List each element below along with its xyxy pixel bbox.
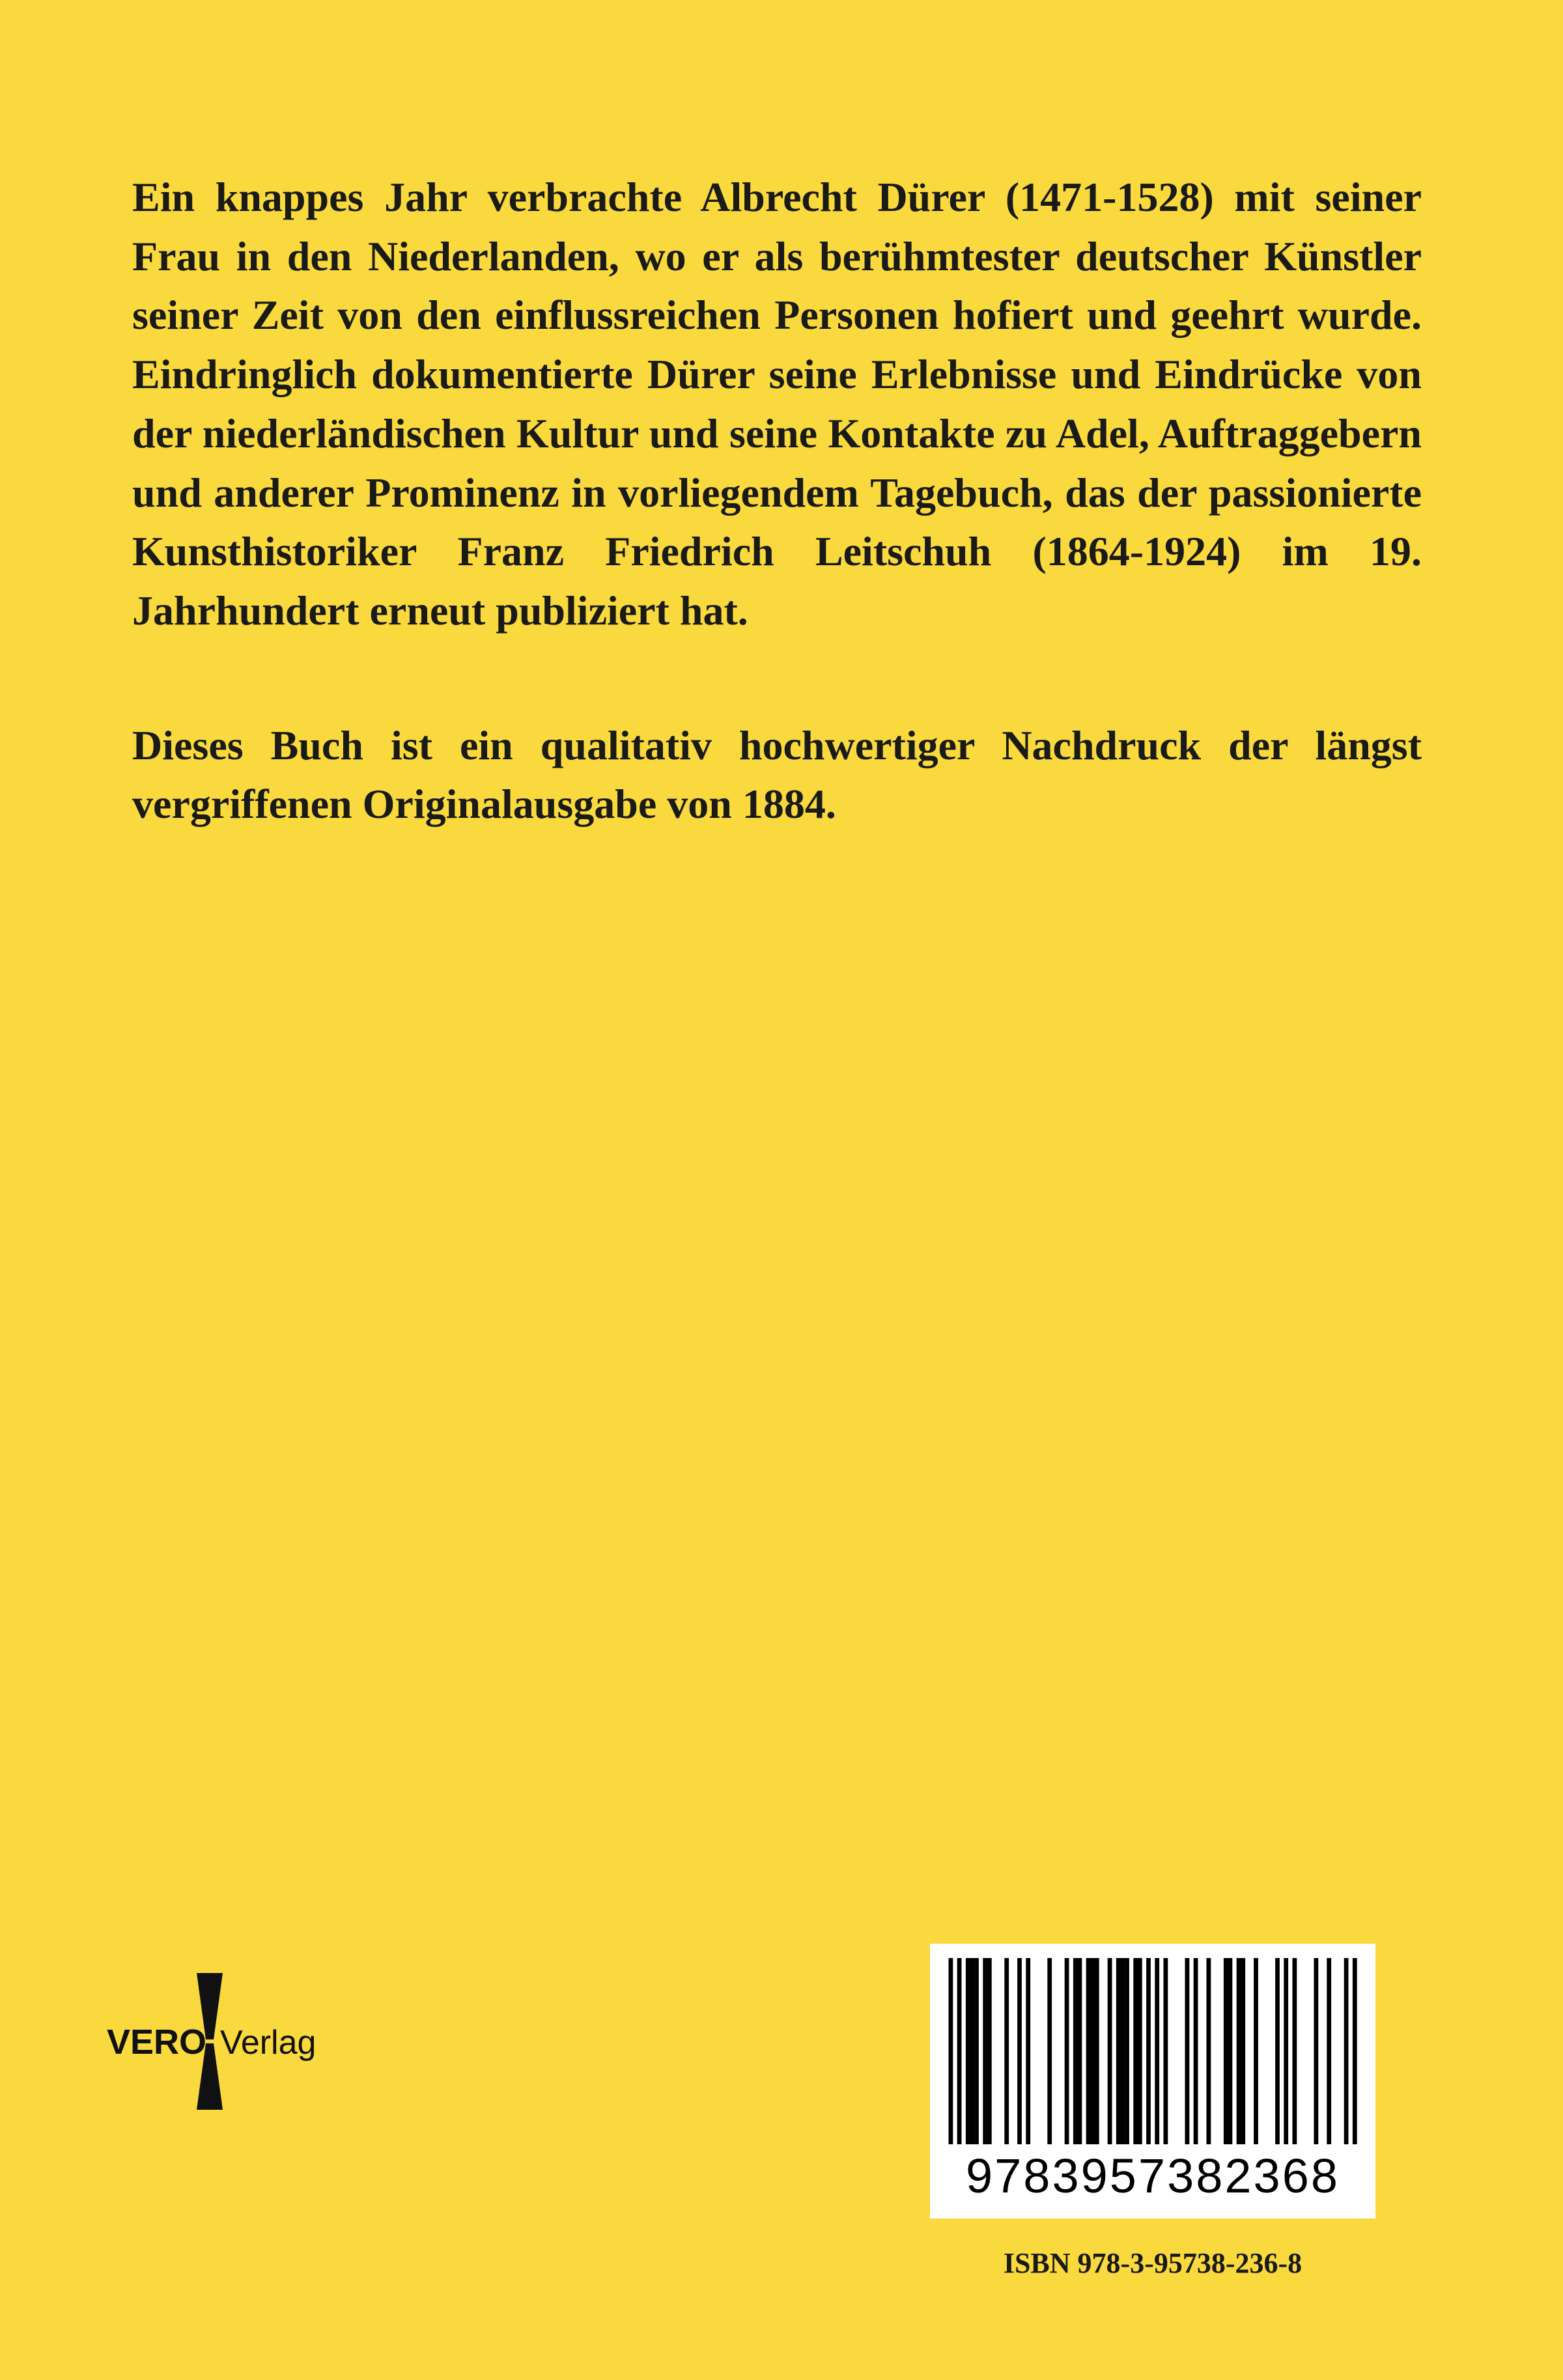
publisher-logo	[106, 1973, 353, 2110]
barcode-bar	[1078, 1958, 1082, 2144]
barcode-bar	[1047, 1958, 1052, 2144]
barcode-bar	[1125, 1958, 1129, 2144]
description-paragraph-2: Dieses Buch ist ein qualitativ hochwertiger Nachdruck der längst vergriffenen Originalausgabe von 1884.	[132, 721, 1422, 828]
barcode-bar	[1086, 1958, 1091, 2144]
description-paragraph-1: Ein knappes Jahr verbrachte Albrecht Dürer (1471-1528) mit seiner Frau in den Niederlanden, wo er als berühmtester deutscher Künstler seiner Zeit von den einflussreichen Personen hofiert und geehrt wurde. Eindringlich dokumentierte Dürer seine Erlebnisse und Eindrücke von der niederländischen Kultur und seine Kontakte zu Adel, Auftraggebern und anderer Prominenz in vorliegendem Tagebuch, das der passionierte Kunsthistoriker Franz Friedrich Leitschuh (1864-1924) im 19. Jahrhundert erneut publiziert hat.	[132, 174, 1422, 634]
barcode-bar	[1275, 1958, 1280, 2144]
barcode-bar	[1108, 1958, 1112, 2144]
barcode-bar	[1073, 1958, 1078, 2144]
barcode-bar	[1344, 1958, 1349, 2144]
barcode-bar	[1138, 1958, 1142, 2144]
barcode-bar	[1116, 1958, 1121, 2144]
barcode-bar	[1207, 1958, 1211, 2144]
barcode-bar	[1293, 1958, 1297, 2144]
back-cover-description	[132, 168, 1422, 834]
barcode-bar	[1241, 1958, 1245, 2144]
barcode-bar	[1146, 1958, 1151, 2144]
barcode-bar	[1155, 1958, 1159, 2144]
barcode-bar	[1327, 1958, 1331, 2144]
barcode-bar	[1254, 1958, 1258, 2144]
barcode-bar	[1314, 1958, 1319, 2144]
barcode-bar	[1133, 1958, 1138, 2144]
barcode-bar	[1026, 1958, 1030, 2144]
barcode-bar	[1237, 1958, 1241, 2144]
barcode-bar	[1065, 1958, 1069, 2144]
barcode-bar	[987, 1958, 992, 2144]
barcode-bar	[1164, 1958, 1168, 2144]
barcode-bar	[1228, 1958, 1233, 2144]
barcode-bar	[1095, 1958, 1099, 2144]
logo-word-vero: VERO	[106, 2023, 206, 2062]
barcode-bar	[957, 1958, 962, 2144]
barcode-bar	[1121, 1958, 1125, 2144]
barcode-bar	[970, 1958, 975, 2144]
barcode-bar	[966, 1958, 970, 2144]
barcode-bar	[983, 1958, 987, 2144]
barcode-bar	[1004, 1958, 1009, 2144]
isbn-label: ISBN 978-3-95738-236-8	[1003, 2247, 1302, 2279]
barcode-bar	[1090, 1958, 1095, 2144]
barcode-bar	[1353, 1958, 1357, 2144]
barcode-bar	[1224, 1958, 1228, 2144]
barcode-bar	[1194, 1958, 1198, 2144]
barcode-bar	[1284, 1958, 1288, 2144]
barcode-bar	[949, 1958, 953, 2144]
barcode-bar	[1017, 1958, 1022, 2144]
barcode-bar	[974, 1958, 979, 2144]
barcode-bar	[1185, 1958, 1190, 2144]
logo-word-verlag: Verlag	[220, 2024, 317, 2062]
barcode	[930, 1944, 1375, 2219]
barcode-digits: 9783957382368	[965, 2149, 1340, 2203]
